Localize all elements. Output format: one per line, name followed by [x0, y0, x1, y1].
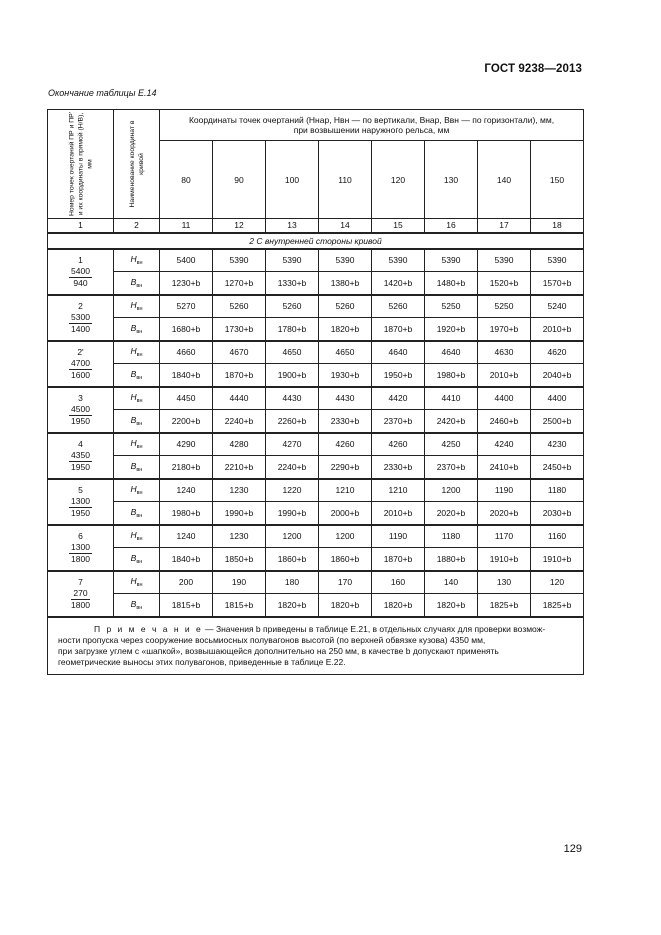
table-row — [48, 410, 584, 433]
b-value: 2410+b — [478, 456, 531, 479]
h-value: 1200 — [319, 525, 372, 548]
coord-b-label — [114, 548, 160, 571]
h-value: 4400 — [478, 387, 531, 410]
h-value: 4410 — [425, 387, 478, 410]
h-value: 5390 — [266, 249, 319, 272]
coord-symbol: B — [130, 506, 137, 517]
table-row — [48, 571, 584, 594]
h-value: 4240 — [478, 433, 531, 456]
coord-subscript: вн — [136, 398, 143, 405]
table-row — [48, 594, 584, 617]
b-value: 2370+b — [425, 456, 478, 479]
point-height: 4700 — [71, 357, 90, 368]
b-value: 1930+b — [319, 364, 372, 387]
h-value: 4260 — [372, 433, 425, 456]
point-id: 2 — [78, 300, 83, 311]
point-id: 5 — [78, 484, 83, 495]
point-height: 5400 — [71, 265, 90, 276]
coord-symbol: H — [130, 484, 137, 495]
h-value: 190 — [213, 571, 266, 594]
coord-subscript: вн — [136, 260, 143, 267]
note-line-1-text: — Значения b приведены в таблице Е.21, в отдельных случаях для проверки возмож- — [202, 623, 546, 634]
point-width: 1950 — [71, 415, 90, 426]
elevation-header: 130 — [425, 141, 478, 219]
coord-subscript: вн — [136, 466, 143, 473]
h-value: 5250 — [478, 295, 531, 318]
point-id: 1 — [78, 254, 83, 265]
elevation-header: 90 — [213, 141, 266, 219]
coord-subscript: вн — [136, 352, 143, 359]
coord-subscript: вн — [136, 444, 143, 451]
b-value: 1870+b — [372, 318, 425, 341]
h-value: 4230 — [531, 433, 584, 456]
point-cell — [48, 433, 114, 479]
coord-symbol: B — [130, 322, 137, 333]
coord-symbol: H — [130, 530, 137, 541]
b-value: 2010+b — [372, 502, 425, 525]
column-number: 15 — [372, 219, 425, 233]
coord-h-label — [114, 387, 160, 410]
b-value: 1900+b — [266, 364, 319, 387]
point-id: 4 — [78, 438, 83, 449]
b-value: 1950+b — [372, 364, 425, 387]
b-value: 1270+b — [213, 272, 266, 295]
column-number: 2 — [114, 219, 160, 233]
h-value: 1160 — [531, 525, 584, 548]
h-value: 1200 — [266, 525, 319, 548]
coord-b-label — [114, 364, 160, 387]
coord-h-label — [114, 249, 160, 272]
h-value: 4650 — [266, 341, 319, 364]
coord-subscript: вн — [136, 282, 143, 289]
point-id: 3 — [78, 392, 83, 403]
h-value: 1190 — [372, 525, 425, 548]
b-value: 2240+b — [213, 410, 266, 433]
coordinates-table — [47, 109, 584, 675]
h-value: 5400 — [160, 249, 213, 272]
h-value: 4430 — [266, 387, 319, 410]
b-value: 1820+b — [425, 594, 478, 617]
h-value: 4400 — [531, 387, 584, 410]
coord-symbol: B — [130, 552, 137, 563]
coord-subscript: вн — [136, 604, 143, 611]
b-value: 2010+b — [531, 318, 584, 341]
table-row — [48, 272, 584, 295]
h-value: 5390 — [319, 249, 372, 272]
coord-symbol: B — [130, 276, 137, 287]
b-value: 1910+b — [531, 548, 584, 571]
h-value: 1170 — [478, 525, 531, 548]
b-value: 2260+b — [266, 410, 319, 433]
table-row — [48, 249, 584, 272]
head-coordinates-line2: при возвышении наружного рельса, мм — [293, 125, 450, 135]
point-cell — [48, 295, 114, 341]
b-value: 1520+b — [478, 272, 531, 295]
h-value: 4250 — [425, 433, 478, 456]
column-number: 1 — [48, 219, 114, 233]
b-value: 2240+b — [266, 456, 319, 479]
table-row — [48, 525, 584, 548]
h-value: 1210 — [319, 479, 372, 502]
column-number: 17 — [478, 219, 531, 233]
b-value: 1570+b — [531, 272, 584, 295]
b-value: 2000+b — [319, 502, 372, 525]
coord-symbol: H — [130, 346, 137, 357]
head-coordinates — [160, 110, 584, 141]
coord-b-label — [114, 594, 160, 617]
table-row — [48, 318, 584, 341]
coord-subscript: вн — [136, 558, 143, 565]
b-value: 1680+b — [160, 318, 213, 341]
point-height: 1300 — [71, 495, 90, 506]
h-value: 5390 — [478, 249, 531, 272]
h-value: 4450 — [160, 387, 213, 410]
b-value: 1870+b — [372, 548, 425, 571]
coord-symbol: H — [130, 576, 137, 587]
coord-subscript: вн — [136, 490, 143, 497]
h-value: 4290 — [160, 433, 213, 456]
point-width: 1600 — [71, 369, 90, 380]
column-number: 13 — [266, 219, 319, 233]
note-line-1 — [58, 624, 575, 635]
h-value: 5390 — [213, 249, 266, 272]
b-value: 1860+b — [266, 548, 319, 571]
b-value: 1780+b — [266, 318, 319, 341]
table-row — [48, 433, 584, 456]
b-value: 1920+b — [425, 318, 478, 341]
column-number: 14 — [319, 219, 372, 233]
head-point-number-text: Номер точек очертаний ПР и ПР' и их координаты в прямой (H/B), мм — [68, 111, 93, 216]
b-value: 1825+b — [531, 594, 584, 617]
b-value: 1970+b — [478, 318, 531, 341]
h-value: 1210 — [372, 479, 425, 502]
h-value: 4280 — [213, 433, 266, 456]
column-number: 11 — [160, 219, 213, 233]
b-value: 1840+b — [160, 548, 213, 571]
document-code: ГОСТ 9238—2013 — [484, 63, 582, 75]
table-row — [48, 456, 584, 479]
h-value: 4620 — [531, 341, 584, 364]
b-value: 1480+b — [425, 272, 478, 295]
point-height: 4500 — [71, 403, 90, 414]
coord-b-label — [114, 272, 160, 295]
coord-symbol: H — [130, 300, 137, 311]
point-width: 1800 — [71, 599, 90, 610]
coord-symbol: H — [130, 254, 137, 265]
b-value: 1860+b — [319, 548, 372, 571]
b-value: 2020+b — [425, 502, 478, 525]
coord-h-label — [114, 341, 160, 364]
point-width: 1800 — [71, 553, 90, 564]
b-value: 2180+b — [160, 456, 213, 479]
table-row — [48, 341, 584, 364]
coord-symbol: B — [130, 598, 137, 609]
coord-h-label — [114, 571, 160, 594]
coord-symbol: H — [130, 392, 137, 403]
h-value: 4640 — [425, 341, 478, 364]
note-row — [48, 617, 584, 675]
h-value: 4660 — [160, 341, 213, 364]
column-number: 12 — [213, 219, 266, 233]
point-id: 6 — [78, 530, 83, 541]
coord-b-label — [114, 502, 160, 525]
page-number: 129 — [563, 843, 582, 855]
h-value: 4650 — [319, 341, 372, 364]
point-cell — [48, 571, 114, 617]
b-value: 1730+b — [213, 318, 266, 341]
elevation-header: 150 — [531, 141, 584, 219]
coord-h-label — [114, 295, 160, 318]
point-height: 1300 — [71, 541, 90, 552]
coord-subscript: вн — [136, 328, 143, 335]
h-value: 4430 — [319, 387, 372, 410]
b-value: 1815+b — [160, 594, 213, 617]
h-value: 140 — [425, 571, 478, 594]
b-value: 2010+b — [478, 364, 531, 387]
elevation-header: 80 — [160, 141, 213, 219]
b-value: 1980+b — [425, 364, 478, 387]
point-width: 1400 — [71, 323, 90, 334]
point-height: 5300 — [71, 311, 90, 322]
b-value: 2460+b — [478, 410, 531, 433]
note-line-3: при загрузке углем с «шапкой», возвышающейся дополнительно на 250 мм, в качестве b допускают применять — [58, 645, 499, 656]
h-value: 1240 — [160, 525, 213, 548]
table-row — [48, 295, 584, 318]
point-id: 7 — [78, 576, 83, 587]
coord-symbol: B — [130, 368, 137, 379]
b-value: 1910+b — [478, 548, 531, 571]
point-cell — [48, 525, 114, 571]
b-value: 1820+b — [319, 318, 372, 341]
point-cell — [48, 249, 114, 295]
b-value: 1330+b — [266, 272, 319, 295]
coord-subscript: вн — [136, 374, 143, 381]
b-value: 1825+b — [478, 594, 531, 617]
h-value: 180 — [266, 571, 319, 594]
b-value: 2040+b — [531, 364, 584, 387]
point-cell — [48, 341, 114, 387]
point-cell — [48, 479, 114, 525]
table-caption: Окончание таблицы Е.14 — [48, 88, 157, 98]
b-value: 1990+b — [266, 502, 319, 525]
coord-subscript: вн — [136, 582, 143, 589]
b-value: 1990+b — [213, 502, 266, 525]
h-value: 1230 — [213, 525, 266, 548]
b-value: 2330+b — [372, 456, 425, 479]
h-value: 120 — [531, 571, 584, 594]
coord-h-label — [114, 479, 160, 502]
point-id: 2' — [77, 346, 84, 357]
b-value: 1820+b — [319, 594, 372, 617]
b-value: 2450+b — [531, 456, 584, 479]
coord-subscript: вн — [136, 306, 143, 313]
point-cell — [48, 387, 114, 433]
elevation-header: 120 — [372, 141, 425, 219]
coord-symbol: H — [130, 438, 137, 449]
coord-symbol: B — [130, 414, 137, 425]
h-value: 4670 — [213, 341, 266, 364]
h-value: 5240 — [531, 295, 584, 318]
h-value: 4630 — [478, 341, 531, 364]
b-value: 2330+b — [319, 410, 372, 433]
table-row — [48, 387, 584, 410]
b-value: 1980+b — [160, 502, 213, 525]
h-value: 4270 — [266, 433, 319, 456]
table-row — [48, 548, 584, 571]
b-value: 2290+b — [319, 456, 372, 479]
h-value: 4420 — [372, 387, 425, 410]
h-value: 1230 — [213, 479, 266, 502]
head-coordinates-line1: Координаты точек очертаний (Hнар, Hвн — по вертикали, Внар, Ввн — по горизонтали), мм, — [188, 115, 555, 125]
elevation-header: 140 — [478, 141, 531, 219]
coord-subscript: вн — [136, 536, 143, 543]
coord-h-label — [114, 525, 160, 548]
h-value: 5260 — [372, 295, 425, 318]
b-value: 1820+b — [372, 594, 425, 617]
b-value: 2210+b — [213, 456, 266, 479]
b-value: 2500+b — [531, 410, 584, 433]
b-value: 2370+b — [372, 410, 425, 433]
b-value: 1380+b — [319, 272, 372, 295]
elevation-header: 110 — [319, 141, 372, 219]
elevation-header: 100 — [266, 141, 319, 219]
coord-symbol: B — [130, 460, 137, 471]
b-value: 1820+b — [266, 594, 319, 617]
note-line-2: ности пропуска через сооружение восьмиосных полувагонов высотой (по верхней обвязке кузова) 4350 мм, — [58, 634, 486, 645]
table-row — [48, 364, 584, 387]
table-note — [48, 617, 584, 675]
h-value: 5260 — [266, 295, 319, 318]
b-value: 2200+b — [160, 410, 213, 433]
h-value: 5390 — [425, 249, 478, 272]
h-value: 1240 — [160, 479, 213, 502]
b-value: 1420+b — [372, 272, 425, 295]
h-value: 1200 — [425, 479, 478, 502]
h-value: 5260 — [213, 295, 266, 318]
coord-subscript: вн — [136, 420, 143, 427]
table-row — [48, 502, 584, 525]
b-value: 1870+b — [213, 364, 266, 387]
h-value: 5260 — [319, 295, 372, 318]
note-prefix: П р и м е ч а н и е — [94, 623, 203, 634]
point-width: 1950 — [71, 461, 90, 472]
b-value: 1815+b — [213, 594, 266, 617]
b-value: 2020+b — [478, 502, 531, 525]
coord-h-label — [114, 433, 160, 456]
b-value: 1840+b — [160, 364, 213, 387]
h-value: 200 — [160, 571, 213, 594]
h-value: 4440 — [213, 387, 266, 410]
coord-b-label — [114, 318, 160, 341]
coord-subscript: вн — [136, 512, 143, 519]
b-value: 1230+b — [160, 272, 213, 295]
table-row — [48, 479, 584, 502]
h-value: 5390 — [372, 249, 425, 272]
point-width: 1950 — [71, 507, 90, 518]
h-value: 5270 — [160, 295, 213, 318]
h-value: 1180 — [425, 525, 478, 548]
column-number: 16 — [425, 219, 478, 233]
section-title: 2 С внутренней стороны кривой — [48, 233, 584, 249]
h-value: 160 — [372, 571, 425, 594]
coord-b-label — [114, 456, 160, 479]
b-value: 2030+b — [531, 502, 584, 525]
head-coord-name-text: Наименование координат в кривой — [128, 120, 145, 208]
h-value: 4640 — [372, 341, 425, 364]
h-value: 1220 — [266, 479, 319, 502]
h-value: 170 — [319, 571, 372, 594]
h-value: 4260 — [319, 433, 372, 456]
note-line-4: геометрические выносы этих полувагонов, приведенные в таблице Е.22. — [58, 656, 346, 667]
head-coord-name — [114, 110, 160, 219]
b-value: 1850+b — [213, 548, 266, 571]
b-value: 1880+b — [425, 548, 478, 571]
h-value: 1180 — [531, 479, 584, 502]
point-height: 4350 — [71, 449, 90, 460]
b-value: 2420+b — [425, 410, 478, 433]
head-point-number — [48, 110, 114, 219]
coord-b-label — [114, 410, 160, 433]
point-height: 270 — [73, 587, 88, 598]
h-value: 1190 — [478, 479, 531, 502]
column-number: 18 — [531, 219, 584, 233]
h-value: 130 — [478, 571, 531, 594]
h-value: 5390 — [531, 249, 584, 272]
h-value: 5250 — [425, 295, 478, 318]
point-width: 940 — [73, 277, 88, 288]
